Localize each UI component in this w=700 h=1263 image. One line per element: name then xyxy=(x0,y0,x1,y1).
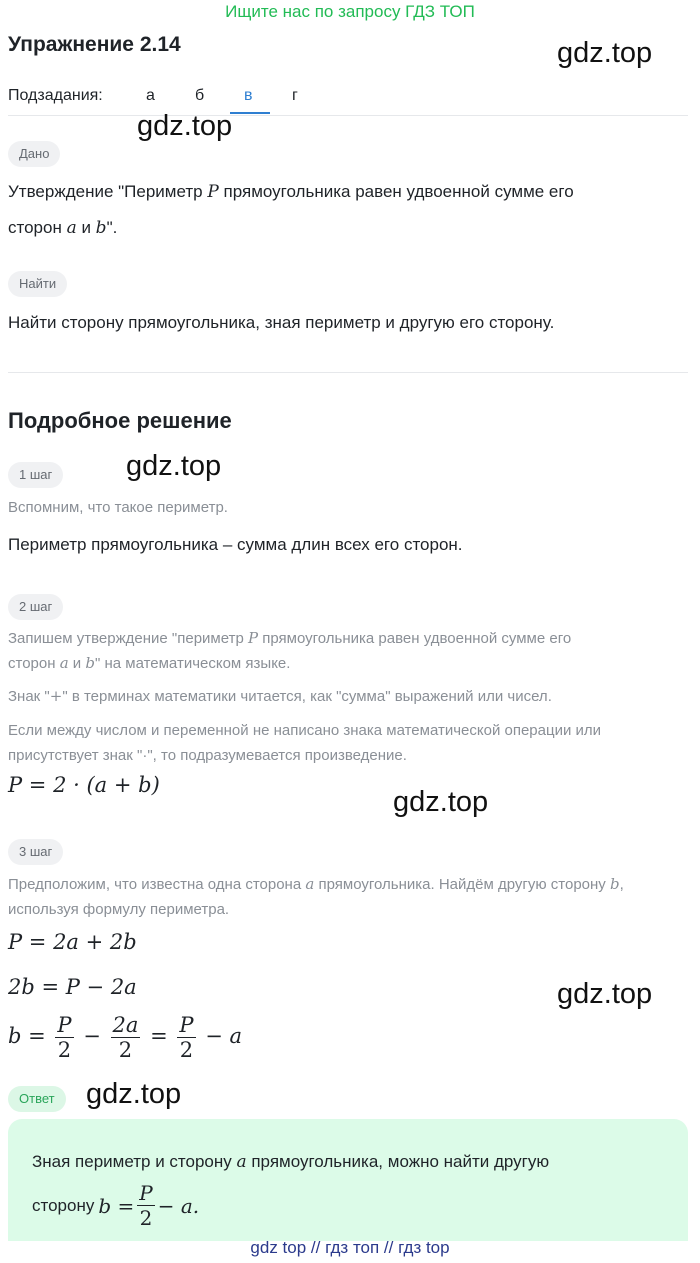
step2-badge-wrap xyxy=(8,594,63,620)
tab-g[interactable]: г xyxy=(292,87,298,104)
watermark: gdz.top xyxy=(393,786,489,818)
step2-hint2-and: и xyxy=(68,655,86,672)
step1-hint: Вспомним, что такое периметр. xyxy=(8,499,228,516)
answer-line1-end: прямоугольника, можно найти другую xyxy=(246,1152,550,1171)
step1-text: Периметр прямоугольника – сумма длин всех его сторон. xyxy=(8,535,463,554)
tabs-divider xyxy=(8,115,688,116)
step1-badge-wrap xyxy=(8,462,63,488)
step3-badge-wrap xyxy=(8,839,63,865)
answer-badge: Ответ xyxy=(8,1086,66,1112)
dot-symbol: · xyxy=(142,747,148,764)
step2-formula xyxy=(8,773,160,797)
watermark: gdz.top xyxy=(86,1078,182,1110)
plus-symbol: + xyxy=(49,687,63,705)
given-badge: Дано xyxy=(8,141,60,167)
step2-hint5-start: присутствует знак " xyxy=(8,747,143,764)
watermark: gdz.top xyxy=(126,450,222,482)
answer-line2-start: сторону xyxy=(32,1195,95,1215)
watermark: gdz.top xyxy=(557,37,653,69)
formula-b-lhs: b = xyxy=(8,1024,46,1048)
answer-fraction xyxy=(137,1181,154,1230)
step3-hint xyxy=(8,872,688,922)
var-a: a xyxy=(305,875,315,893)
step2-hint2-start: сторон xyxy=(8,655,60,672)
tab-v-active[interactable]: в xyxy=(244,87,253,104)
step3-hint1-start: Предположим, что известна одна сторона xyxy=(8,876,306,893)
section-divider xyxy=(8,372,688,373)
frac-den: 2 xyxy=(118,1038,133,1062)
given-line1-end: прямоугольника равен удвоенной сумме его xyxy=(218,182,574,201)
formula-tail: − a xyxy=(205,1024,243,1048)
step2-hint5-end: ", то подразумевается произведение. xyxy=(147,747,407,764)
step2-hint-1 xyxy=(8,626,688,676)
watermark: gdz.top xyxy=(557,978,653,1010)
step3-hint1-end: , xyxy=(619,876,624,893)
var-p: P xyxy=(207,182,219,202)
answer-text xyxy=(32,1149,549,1230)
given-line2-start: сторон xyxy=(8,218,67,237)
step3-formula-2 xyxy=(8,975,137,999)
given-badge-wrap xyxy=(8,141,60,167)
find-badge: Найти xyxy=(8,271,67,297)
var-a: a xyxy=(66,218,77,238)
var-b: b xyxy=(609,875,620,893)
step2-hint2-end: " на математическом языке. xyxy=(94,655,291,672)
step2-hint1-start: Запишем утверждение "периметр xyxy=(8,630,248,647)
step3-hint2: используя формулу периметра. xyxy=(8,901,230,918)
step2-badge: 2 шаг xyxy=(8,594,63,620)
given-line2-and: и xyxy=(76,218,96,237)
var-a: a xyxy=(59,654,69,672)
formula-perimeter: P = 2 · (a + b) xyxy=(8,773,160,797)
frac-num: P xyxy=(139,1181,153,1205)
step3-formula-3 xyxy=(8,1013,242,1062)
step3-hint1-mid: прямоугольника. Найдём другую сторону xyxy=(314,876,610,893)
fraction-p-over-2-b xyxy=(177,1013,195,1062)
find-text: Найти сторону прямоугольника, зная периметр и другую его сторону. xyxy=(8,313,555,332)
step2-hint3-start: Знак " xyxy=(8,688,50,705)
frac-den: 2 xyxy=(179,1038,194,1062)
frac-num: 2a xyxy=(112,1013,139,1037)
formula-2b: 2b = P − 2a xyxy=(8,975,137,999)
page-title: Упражнение 2.14 xyxy=(8,33,181,56)
var-a: a xyxy=(236,1152,247,1172)
step3-formula-1 xyxy=(8,930,137,954)
frac-num: P xyxy=(57,1013,72,1037)
var-p: P xyxy=(247,629,259,647)
var-b: b xyxy=(85,654,95,672)
frac-den: 2 xyxy=(139,1206,153,1230)
minus-op: − xyxy=(83,1024,101,1048)
tab-a[interactable]: а xyxy=(146,87,155,104)
footer-links[interactable]: gdz top // гдз топ // гдз top xyxy=(250,1238,450,1257)
step2-hint-product xyxy=(8,718,688,768)
fraction-2a-over-2 xyxy=(111,1013,141,1062)
answer-tail: − a. xyxy=(157,1193,200,1218)
answer-lhs: b = xyxy=(98,1193,135,1218)
answer-line1-start: Зная периметр и сторону xyxy=(32,1152,237,1171)
step2-hint-plus xyxy=(8,684,688,709)
given-text xyxy=(8,174,678,246)
answer-badge-wrap xyxy=(8,1086,66,1112)
step3-badge: 3 шаг xyxy=(8,839,63,865)
formula-perimeter-expanded: P = 2a + 2b xyxy=(8,930,137,954)
subtasks-label: Подзадания: xyxy=(8,87,103,104)
var-b: b xyxy=(95,218,107,238)
tab-b[interactable]: б xyxy=(195,87,205,104)
active-tab-indicator xyxy=(230,112,270,114)
given-line2-end: ". xyxy=(106,218,118,237)
find-badge-wrap xyxy=(8,271,67,297)
watermark: gdz.top xyxy=(137,110,233,142)
frac-num: P xyxy=(179,1013,194,1037)
given-line1-start: Утверждение "Периметр xyxy=(8,182,208,201)
equals-op: = xyxy=(150,1024,168,1048)
promo-banner[interactable]: Ищите нас по запросу ГДЗ ТОП xyxy=(225,2,475,21)
fraction-p-over-2 xyxy=(55,1013,73,1062)
solution-title: Подробное решение xyxy=(8,408,232,433)
step2-hint3-end: " в терминах математики читается, как "сумма" выражений или чисел. xyxy=(62,688,552,705)
step2-hint1-end: прямоугольника равен удвоенной сумме его xyxy=(258,630,572,647)
step2-hint4: Если между числом и переменной не написано знака математической операции или xyxy=(8,722,602,739)
step1-badge: 1 шаг xyxy=(8,462,63,488)
frac-den: 2 xyxy=(57,1038,72,1062)
